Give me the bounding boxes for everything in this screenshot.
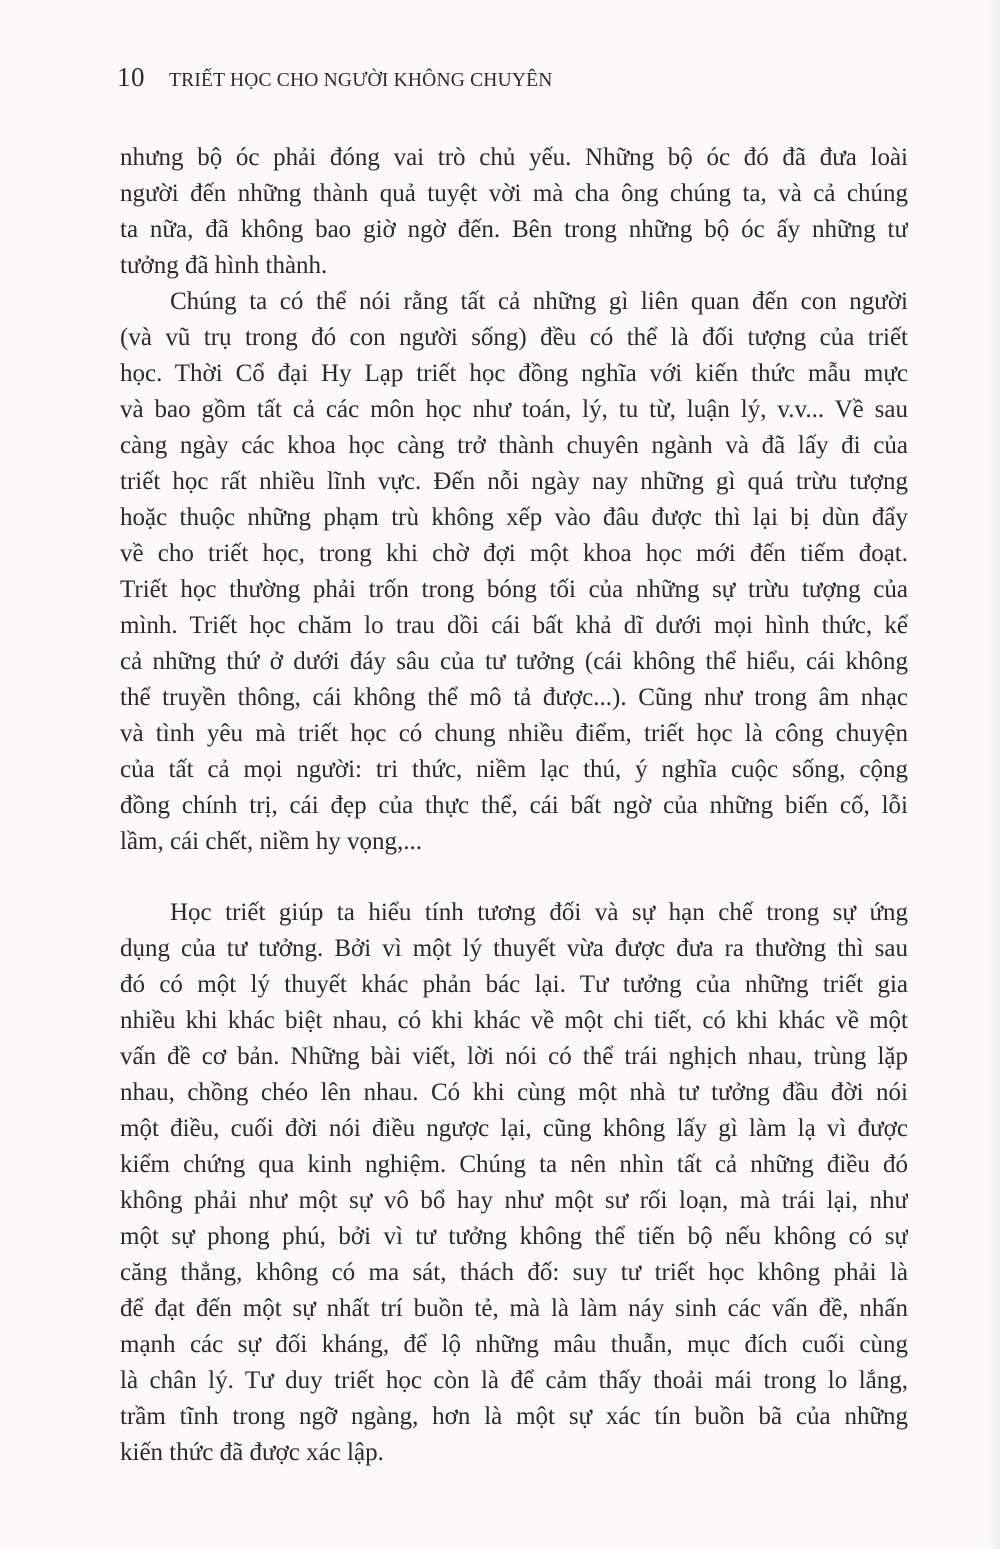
- text-line: là chân lý. Tư duy triết học còn là để cảm thấy thoải mái trong lo lắng,: [120, 1367, 908, 1394]
- running-header: [117, 62, 553, 94]
- text-line: tưởng đã hình thành.: [120, 252, 328, 279]
- text-line: triết học rất nhiều lĩnh vực. Đến nỗi ngày nay những gì quá trừu tượng: [120, 468, 908, 495]
- text-line: học. Thời Cổ đại Hy Lạp triết học đồng nghĩa với kiến thức mẫu mực: [120, 360, 908, 387]
- text-line: cả những thứ ở dưới đáy sâu của tư tưởng (cái không thể hiểu, cái không: [120, 648, 908, 675]
- text-line: ta nữa, đã không bao giờ ngờ đến. Bên trong những bộ óc ấy những tư: [120, 216, 908, 243]
- text-line: nhưng bộ óc phải đóng vai trò chủ yếu. Những bộ óc đó đã đưa loài: [120, 144, 908, 171]
- running-title: TRIẾT HỌC CHO NGƯỜI KHÔNG CHUYÊN: [169, 70, 553, 91]
- paragraph: [120, 895, 908, 1471]
- text-line: trầm tĩnh trong ngỡ ngàng, hơn là một sự xác tín buồn bã của những: [120, 1403, 908, 1430]
- text-line: (và vũ trụ trong đó con người sống) đều có thể là đối tượng của triết: [120, 324, 908, 351]
- text-line: Triết học thường phải trốn trong bóng tối của những sự trừu tượng của: [120, 576, 908, 603]
- paragraph-gap: [120, 860, 908, 895]
- text-line: thể truyền thông, cái không thể mô tả được...). Cũng như trong âm nhạc: [120, 684, 908, 711]
- text-line: đó có một lý thuyết khác phản bác lại. Tư tưởng của những triết gia: [120, 971, 908, 998]
- text-line: đồng chính trị, cái đẹp của thực thể, cái bất ngờ của những biến cố, lỗi: [120, 792, 908, 819]
- text-line: căng thẳng, không có ma sát, thách đố: suy tư triết học không phải là: [120, 1259, 908, 1286]
- body-text: [120, 140, 908, 1471]
- text-line: và tình yêu mà triết học có chung nhiều điểm, triết học là công chuyện: [120, 720, 908, 747]
- text-line: một sự phong phú, bởi vì tư tưởng không thể tiến bộ nếu không có sự: [120, 1223, 908, 1250]
- paragraph: [120, 140, 908, 284]
- paragraph: [120, 284, 908, 860]
- text-line: Chúng ta có thể nói rằng tất cả những gì liên quan đến con người: [170, 288, 908, 315]
- text-line: dụng của tư tưởng. Bởi vì một lý thuyết vừa được đưa ra thường thì sau: [120, 935, 908, 962]
- text-line: không phải như một sự vô bổ hay như một sư rối loạn, mà trái lại, như: [120, 1187, 908, 1214]
- text-line: và bao gồm tất cả các môn học như toán, lý, tu từ, luận lý, v.v... Về sau: [120, 396, 908, 423]
- text-line: để đạt đến một sự nhất trí buồn tẻ, mà là làm náy sinh các vấn đề, nhấn: [120, 1295, 908, 1322]
- text-line: người đến những thành quả tuyệt vời mà cha ông chúng ta, và cả chúng: [120, 180, 908, 207]
- text-line: vấn đề cơ bản. Những bài viết, lời nói có thể trái nghịch nhau, trùng lặp: [120, 1043, 908, 1070]
- text-line: nhau, chồng chéo lên nhau. Có khi cùng một nhà tư tưởng đầu đời nói: [120, 1079, 908, 1106]
- page-edge-shadow: [986, 0, 1000, 1549]
- text-line: mình. Triết học chăm lo trau dồi cái bất khả dĩ dưới mọi hình thức, kể: [120, 612, 908, 639]
- text-line: hoặc thuộc những phạm trù không xếp vào đâu được thì lại bị dùn đẩy: [120, 504, 908, 531]
- text-line: một điều, cuối đời nói điều ngược lại, cũng không lấy gì làm lạ vì được: [120, 1115, 908, 1142]
- text-line: Học triết giúp ta hiểu tính tương đối và sự hạn chế trong sự ứng: [170, 899, 908, 926]
- text-line: về cho triết học, trong khi chờ đợi một khoa học mới đến tiếm đoạt.: [120, 540, 908, 567]
- text-line: của tất cả mọi người: tri thức, niềm lạc thú, ý nghĩa cuộc sống, cộng: [120, 756, 908, 783]
- text-line: càng ngày các khoa học càng trở thành chuyên ngành và đã lấy đi của: [120, 432, 908, 459]
- page-number: 10: [117, 62, 145, 92]
- text-line: nhiều khi khác biệt nhau, có khi khác về một chi tiết, có khi khác về một: [120, 1007, 908, 1034]
- text-line: mạnh các sự đối kháng, để lộ những mâu thuẫn, mục đích cuối cùng: [120, 1331, 908, 1358]
- text-line: kiến thức đã được xác lập.: [120, 1439, 384, 1466]
- text-line: kiểm chứng qua kinh nghiệm. Chúng ta nên nhìn tất cả những điều đó: [120, 1151, 908, 1178]
- text-line: lầm, cái chết, niềm hy vọng,...: [120, 828, 423, 855]
